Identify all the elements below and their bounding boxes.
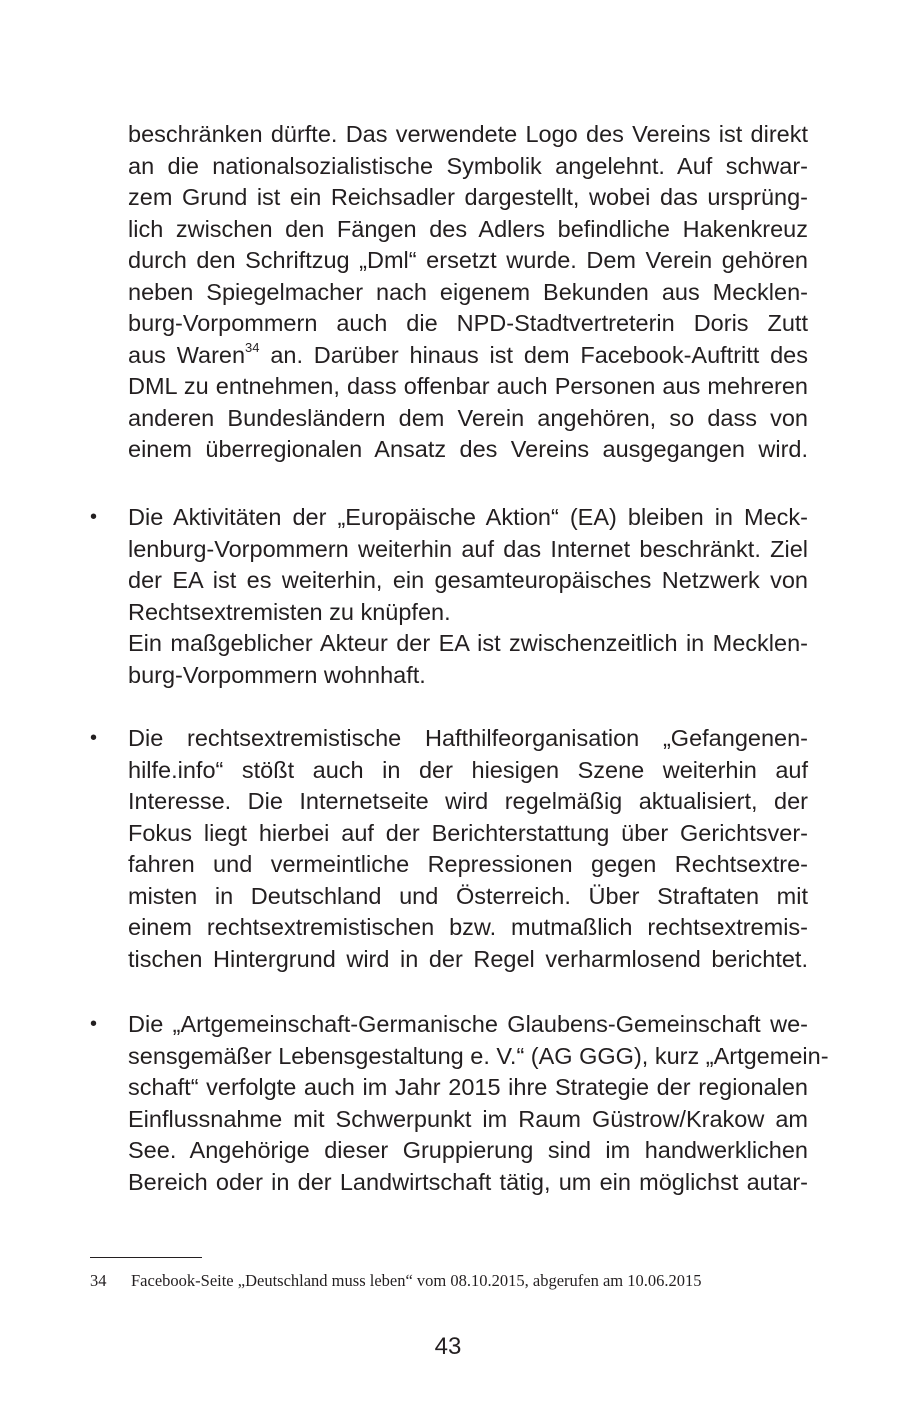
text-line: Fokus liegt hierbei auf der Berichterstattung über Gerichtsver-	[128, 819, 808, 846]
text-line: burg-Vorpommern auch die NPD-Stadtvertreterin Doris Zutt	[128, 310, 808, 336]
text-line: misten in Deutschland und Österreich. Über Straftaten mit	[128, 882, 808, 909]
footnote	[90, 1270, 810, 1292]
text-line: Bereich oder in der Landwirtschaft tätig, um ein möglichst autar-	[128, 1168, 808, 1195]
text-line: tischen Hintergrund wird in der Regel verharmlosend berichtet.	[128, 945, 808, 972]
text-line-with-footnote-ref	[128, 340, 808, 372]
text-line: hilfe.info“ stößt auch in der hiesigen Szene weiterhin auf	[128, 756, 808, 783]
bullet-icon: •	[90, 506, 98, 528]
text-line: Einflussnahme mit Schwerpunkt im Raum Güstrow/Krakow am	[128, 1105, 808, 1132]
text-line: burg-Vorpommern wohnhaft.	[128, 661, 426, 688]
text-line: DML zu entnehmen, dass offenbar auch Personen aus mehreren	[128, 373, 808, 399]
text-line: neben Spiegelmacher nach eigenem Bekunden aus Mecklen-	[128, 278, 808, 305]
bullet-icon: •	[90, 727, 98, 749]
text-line: der EA ist es weiterhin, ein gesamteuropäisches Netzwerk von	[128, 567, 808, 593]
text-line: einem überregionalen Ansatz des Vereins ausgegangen wird.	[128, 436, 808, 462]
bullet-item-european-action	[128, 502, 808, 691]
text-line: Die „Artgemeinschaft-Germanische Glaubens-Gemeinschaft we-	[128, 1011, 808, 1037]
text-line: Rechtsextremisten zu knüpfen.	[128, 598, 451, 625]
bullet-item-gefangenenhilfe	[128, 723, 808, 975]
continuation-paragraph	[128, 119, 808, 466]
text-line: fahren und vermeintliche Repressionen gegen Rechtsextre-	[128, 851, 808, 877]
page-number: 43	[434, 1333, 462, 1360]
text-line: sensgemäßer Lebensgestaltung e. V.“ (AG GGG), kurz „Artgemein-	[128, 1042, 829, 1069]
bullet-item-artgemeinschaft	[128, 1009, 829, 1198]
text-line: lenburg-Vorpommern weiterhin auf das Internet beschränkt. Ziel	[128, 535, 808, 562]
text-line: zem Grund ist ein Reichsadler dargestellt, wobei das ursprüng-	[128, 184, 808, 210]
text-line: anderen Bundesländern dem Verein angehören, so dass von	[128, 404, 808, 431]
text-line: lich zwischen den Fängen des Adlers befindliche Hakenkreuz	[128, 215, 808, 242]
text-fragment: aus Waren	[128, 341, 246, 368]
text-line: einem rechtsextremistischen bzw. mutmaßlich rechtsextremis-	[128, 914, 808, 940]
text-line: Ein maßgeblicher Akteur der EA ist zwischenzeitlich in Mecklen-	[128, 630, 808, 656]
footnote-number: 34	[90, 1271, 107, 1290]
text-line: See. Angehörige dieser Gruppierung sind im handwerklichen	[128, 1137, 808, 1163]
text-line: durch den Schriftzug „Dml“ ersetzt wurde. Dem Verein gehören	[128, 247, 808, 273]
bullet-icon: •	[90, 1013, 98, 1035]
footnote-reference[interactable]: 34	[245, 339, 260, 355]
text-line: schaft“ verfolgte auch im Jahr 2015 ihre Strategie der regionalen	[128, 1074, 808, 1100]
text-line: Interesse. Die Internetseite wird regelmäßig aktualisiert, der	[128, 788, 808, 814]
footnote-text: Facebook-Seite „Deutschland muss leben“ vom 08.10.2015, abgerufen am 10.06.2015	[131, 1271, 702, 1290]
text-line: beschränken dürfte. Das verwendete Logo des Vereins ist direkt	[128, 121, 808, 147]
text-fragment: an. Darüber hinaus ist dem Facebook-Auftritt des	[259, 341, 809, 368]
text-line: an die nationalsozialistische Symbolik angelehnt. Auf schwar-	[128, 152, 808, 179]
text-line: Die rechtsextremistische Hafthilfeorganisation „Gefangenen-	[128, 725, 808, 751]
text-line: Die Aktivitäten der „Europäische Aktion“ (EA) bleiben in Meck-	[128, 504, 808, 530]
footnote-divider	[90, 1257, 202, 1258]
